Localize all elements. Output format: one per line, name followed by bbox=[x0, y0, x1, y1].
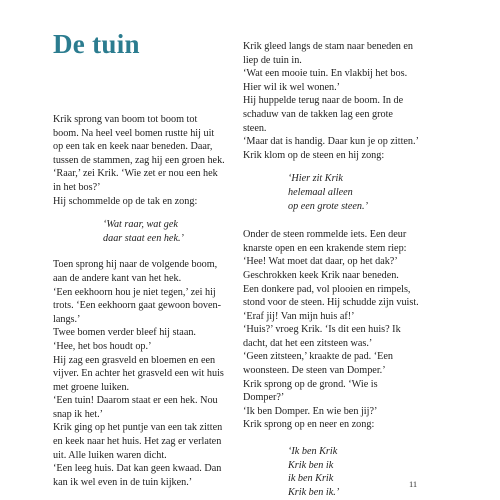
verse-line: Krik ben ik bbox=[288, 459, 334, 471]
text-line: Geschrokken keek Krik naar beneden. bbox=[243, 269, 399, 281]
text-line: in het bos?’ bbox=[53, 181, 101, 193]
verse-line: ‘Wat raar, wat gek bbox=[103, 219, 178, 231]
text-line: Krik klom op de steen en hij zong: bbox=[243, 149, 385, 161]
text-line: Hij zag een grasveld en bloemen en een bbox=[53, 354, 216, 366]
text-line: vijver. En achter het grasveld een wit huis bbox=[53, 368, 224, 380]
verse-line: daar staat een hek.’ bbox=[103, 232, 184, 244]
chapter-title: De tuin bbox=[53, 29, 140, 59]
text-line: Krik sprong van boom tot boom tot bbox=[53, 114, 198, 125]
text-line: Een donkere pad, vol plooien en rimpels, bbox=[243, 283, 411, 295]
text-line: snap ik het.’ bbox=[53, 408, 104, 420]
paragraph bbox=[53, 258, 231, 489]
text-line: stond voor de steen. Hij schudde zijn vuist. bbox=[243, 297, 419, 309]
text-line: ‘Huis?’ vroeg Krik. ‘Is dit een huis? Ik bbox=[243, 324, 401, 336]
text-line: langs.’ bbox=[53, 313, 81, 325]
text-line: ‘Een tuin! Daarom staat er een hek. Nou bbox=[53, 395, 218, 407]
left-column bbox=[53, 113, 231, 489]
text-line: uit. Alle luiken waren dicht. bbox=[53, 449, 167, 461]
text-line: boom. Na heel veel bomen rustte hij uit bbox=[53, 127, 215, 139]
text-line: aan de andere kant van het hek. bbox=[53, 272, 182, 284]
right-column bbox=[243, 40, 421, 499]
text-line: schaduw van de takken lag een grote bbox=[243, 108, 393, 120]
text-line: Hier wil ik wel wonen.’ bbox=[243, 81, 341, 93]
verse-line: ‘Hier zit Krik bbox=[288, 173, 343, 185]
text-line: ‘Geen zitsteen,’ kraakte de pad. ‘Een bbox=[243, 351, 393, 363]
verse bbox=[243, 445, 421, 499]
text-line: ‘Een leeg huis. Dat kan geen kwaad. Dan bbox=[53, 463, 222, 475]
text-line: tussen de stammen, zag hij een groen hek. bbox=[53, 154, 225, 166]
text-line: steen. bbox=[243, 122, 267, 134]
verse bbox=[53, 218, 231, 245]
text-line: en keek naar het huis. Het zag er verlaten bbox=[53, 436, 222, 448]
verse bbox=[243, 172, 421, 213]
text-line: Twee bomen verder bleef hij staan. bbox=[53, 327, 196, 339]
text-line: Krik sprong op en neer en zong: bbox=[243, 419, 375, 431]
verse-line: ‘Ik ben Krik bbox=[288, 446, 338, 458]
text-line: ‘Wat een mooie tuin. En vlakbij het bos. bbox=[243, 68, 408, 80]
paragraph bbox=[53, 113, 231, 208]
text-line: Hij schommelde op de tak en zong: bbox=[53, 195, 198, 207]
text-line: trots. ‘Een eekhoorn gaat gewoon boven- bbox=[53, 300, 222, 312]
text-line: Krik gleed langs de stam naar beneden en bbox=[243, 41, 414, 52]
paragraph bbox=[243, 40, 421, 162]
text-line: ‘Raar,’ zei Krik. ‘Wie zet er nou een hek bbox=[53, 168, 218, 180]
verse-line: ik ben Krik bbox=[288, 473, 334, 485]
text-line: liep de tuin in. bbox=[243, 54, 302, 66]
text-line: Domper?’ bbox=[243, 392, 285, 404]
text-line: woonsteen. De steen van Domper.’ bbox=[243, 365, 386, 377]
text-line: Krik sprong op de grond. ‘Wie is bbox=[243, 378, 378, 390]
text-line: ‘Hee, het bos houdt op.’ bbox=[53, 340, 152, 352]
text-line: Hij huppelde terug naar de boom. In de bbox=[243, 95, 404, 107]
paragraph bbox=[243, 228, 421, 432]
text-line: ‘Een eekhoorn hou je niet tegen,’ zei hij bbox=[53, 286, 216, 298]
verse-line: Krik ben ik.’ bbox=[288, 486, 340, 498]
page-number: 11 bbox=[409, 479, 418, 489]
text-line: Krik ging op het puntje van een tak zitten bbox=[53, 422, 223, 434]
text-line: ‘Maar dat is handig. Daar kun je op zitten.’ bbox=[243, 136, 419, 148]
text-line: ‘Eraf jij! Van mijn huis af!’ bbox=[243, 310, 355, 322]
verse-line: helemaal alleen bbox=[288, 186, 353, 198]
text-line: op een tak en keek naar beneden. Daar, bbox=[53, 141, 213, 153]
text-line: knarste open en een krakende stem riep: bbox=[243, 242, 407, 254]
text-line: met groene luiken. bbox=[53, 381, 130, 393]
text-line: Onder de steen rommelde iets. Een deur bbox=[243, 229, 407, 241]
text-line: kan ik wel even in de tuin kijken.’ bbox=[53, 476, 193, 488]
verse-line: op een grote steen.’ bbox=[288, 200, 368, 212]
text-line: Toen sprong hij naar de volgende boom, bbox=[53, 259, 218, 271]
text-line: ‘Hee! Wat moet dat daar, op het dak?’ bbox=[243, 256, 398, 268]
text-line: ‘Ik ben Domper. En wie ben jij?’ bbox=[243, 405, 378, 417]
text-line: dacht, dat het een zitsteen was.’ bbox=[243, 337, 373, 349]
